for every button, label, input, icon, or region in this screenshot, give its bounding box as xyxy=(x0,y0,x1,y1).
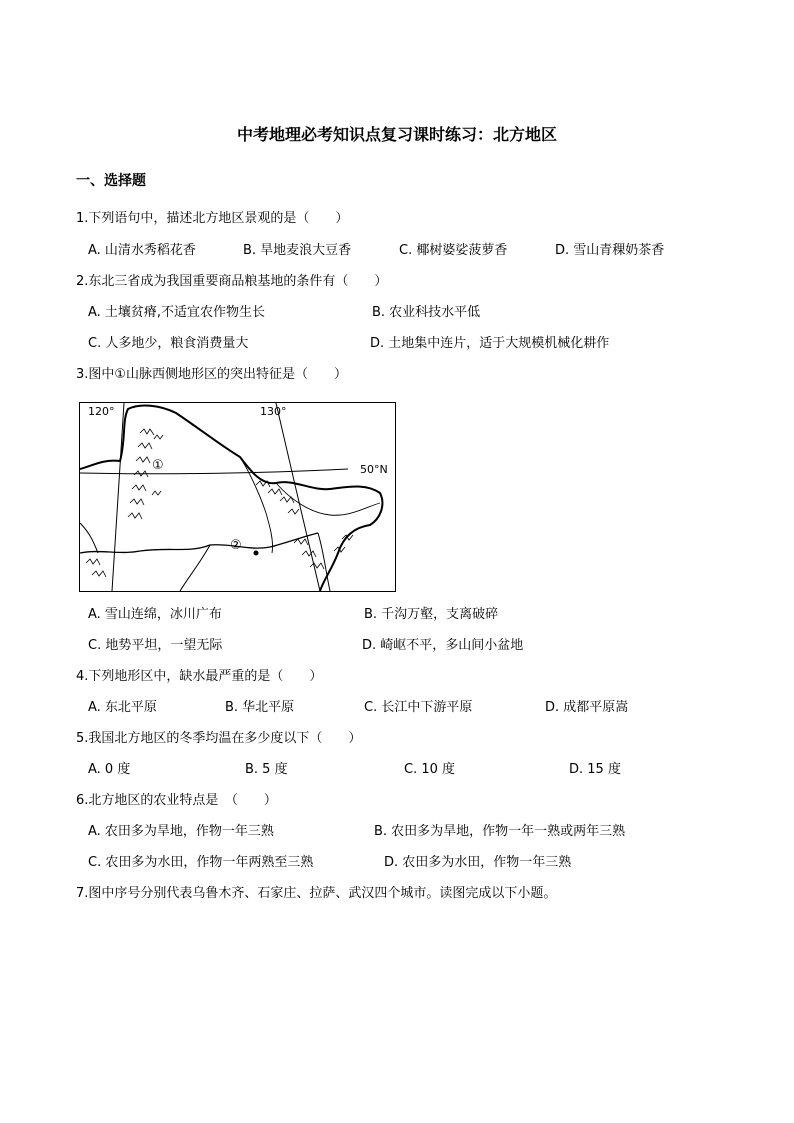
city-dot xyxy=(254,551,259,556)
question-6-option-c[interactable]: C. 农田多为水田，作物一年两熟至三熟 xyxy=(88,855,314,870)
question-1-stem: 1.下列语句中，描述北方地区景观的是（ ） xyxy=(76,211,349,226)
province-boundary-2 xyxy=(180,545,210,591)
meridian-130-line xyxy=(276,403,320,591)
question-3-option-d[interactable]: D. 崎岖不平，多山间小盆地 xyxy=(362,638,524,653)
mountain-label-1: ① xyxy=(152,458,164,473)
question-1-option-c[interactable]: C. 椰树婆娑菠萝香 xyxy=(399,243,508,258)
plain-label-2: ② xyxy=(230,538,242,553)
question-1-option-b[interactable]: B. 旱地麦浪大豆香 xyxy=(243,243,352,258)
northeast-china-map xyxy=(79,402,396,592)
question-6-stem: 6.北方地区的农业特点是 （ ） xyxy=(76,793,277,808)
question-6-option-b[interactable]: B. 农田多为旱地，作物一年一熟或两年三熟 xyxy=(374,824,626,839)
question-2-option-a[interactable]: A. 土壤贫瘠,不适宜农作物生长 xyxy=(88,305,266,320)
question-6-option-d[interactable]: D. 农田多为水田，作物一年三熟 xyxy=(384,855,572,870)
question-2-option-b[interactable]: B. 农业科技水平低 xyxy=(372,305,481,320)
section-heading: 一、选择题 xyxy=(76,173,146,189)
question-5-option-d[interactable]: D. 15 度 xyxy=(569,762,621,777)
river-1 xyxy=(240,457,273,553)
question-5-option-a[interactable]: A. 0 度 xyxy=(88,762,131,777)
question-3-option-c[interactable]: C. 地势平坦，一望无际 xyxy=(88,638,223,653)
question-5-option-c[interactable]: C. 10 度 xyxy=(404,762,456,777)
question-5-option-b[interactable]: B. 5 度 xyxy=(245,762,288,777)
question-3-stem: 3.图中①山脉西侧地形区的突出特征是（ ） xyxy=(76,367,348,382)
page-title: 中考地理必考知识点复习课时练习：北方地区 xyxy=(236,125,557,144)
question-4-stem: 4.下列地形区中，缺水最严重的是（ ） xyxy=(76,669,323,684)
question-3-option-a[interactable]: A. 雪山连绵，冰川广布 xyxy=(88,607,222,622)
question-3-option-b[interactable]: B. 千沟万壑，支离破碎 xyxy=(364,607,499,622)
question-4-option-a[interactable]: A. 东北平原 xyxy=(88,700,157,715)
lesser-khingan-mountains xyxy=(256,481,299,514)
national-border xyxy=(80,406,382,591)
question-2-option-d[interactable]: D. 土地集中连片，适于大规模机械化耕作 xyxy=(370,336,610,351)
question-1-option-d[interactable]: D. 雪山青稞奶茶香 xyxy=(555,243,665,258)
lat-50n-label: 50°N xyxy=(360,463,388,476)
meridian-120-line xyxy=(112,403,124,591)
question-1-option-a[interactable]: A. 山清水秀稻花香 xyxy=(88,243,196,258)
western-hills xyxy=(86,559,106,577)
question-5-stem: 5.我国北方地区的冬季均温在多少度以下（ ） xyxy=(76,731,362,746)
question-7-stem: 7.图中序号分别代表乌鲁木齐、石家庄、拉萨、武汉四个城市。读图完成以下小题。 xyxy=(76,886,557,901)
question-4-option-c[interactable]: C. 长江中下游平原 xyxy=(364,700,473,715)
question-2-stem: 2.东北三省成为我国重要商品粮基地的条件有（ ） xyxy=(76,274,388,289)
question-4-option-b[interactable]: B. 华北平原 xyxy=(225,700,295,715)
question-2-option-c[interactable]: C. 人多地少，粮食消费量大 xyxy=(88,336,249,351)
lon-120-label: 120° xyxy=(88,405,115,418)
province-boundary-4 xyxy=(80,523,98,553)
question-6-option-a[interactable]: A. 农田多为旱地，作物一年三熟 xyxy=(88,824,274,839)
lon-130-label: 130° xyxy=(260,405,287,418)
question-4-option-d[interactable]: D. 成都平原嵩 xyxy=(545,700,629,715)
